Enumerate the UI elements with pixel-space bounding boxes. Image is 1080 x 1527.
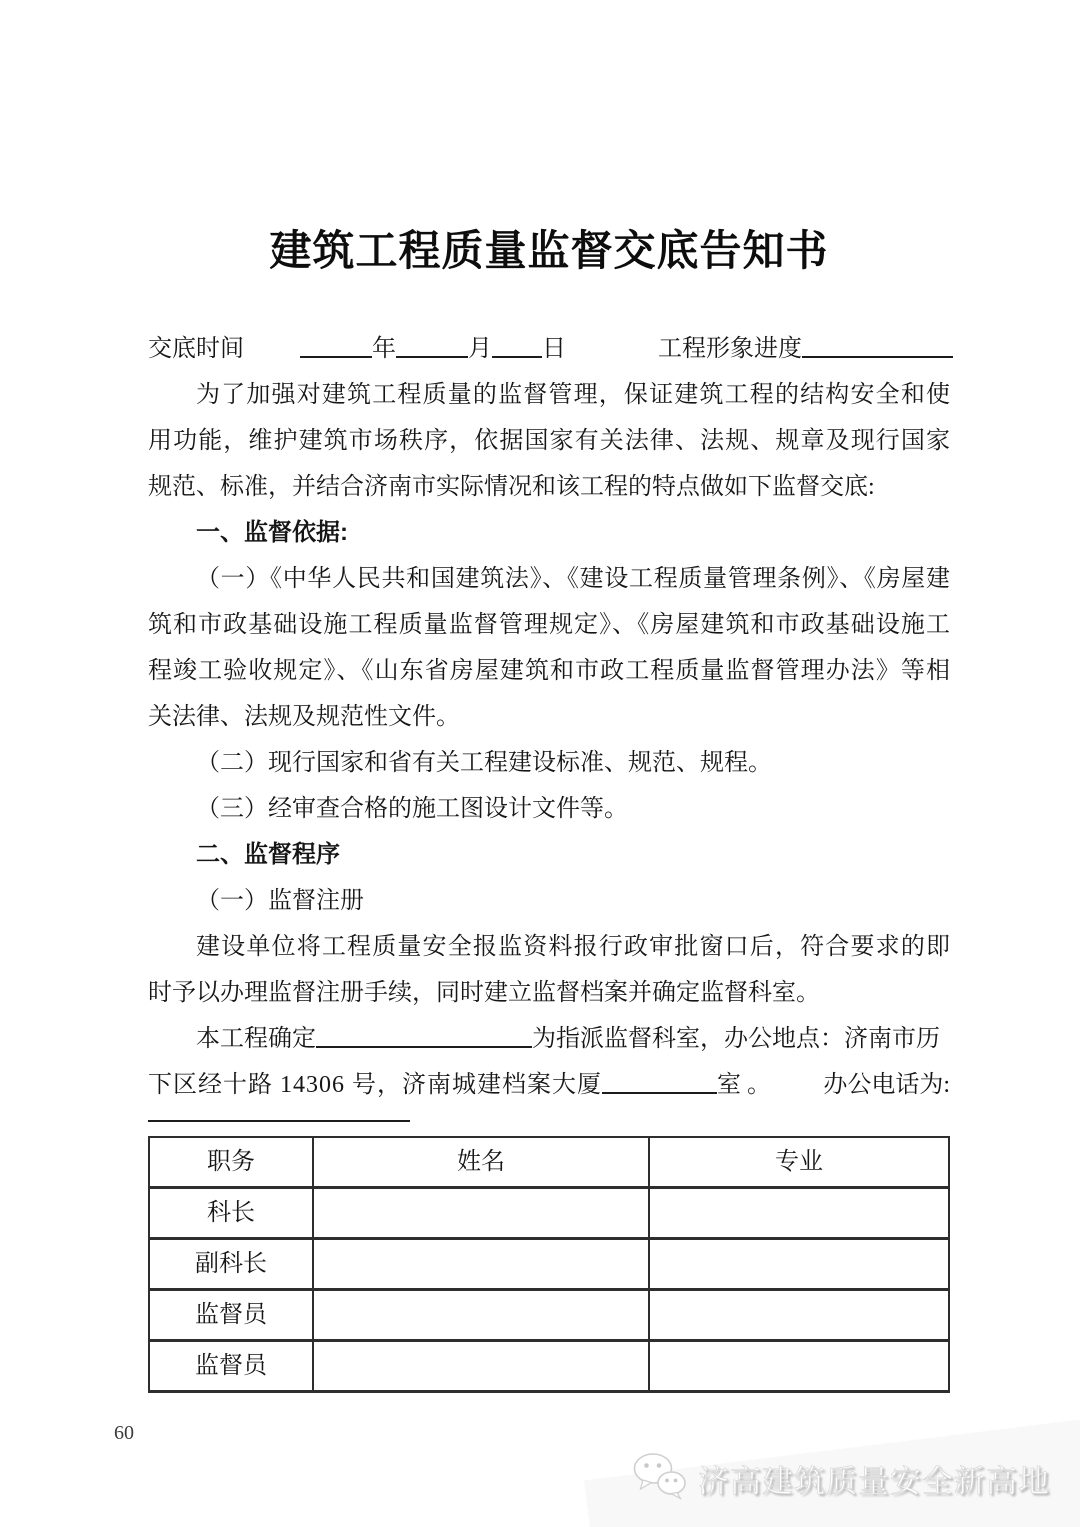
name-cell xyxy=(313,1341,649,1392)
column-header-specialty: 专业 xyxy=(649,1137,949,1188)
basis-item3: （三）经审查合格的施工图设计文件等。 xyxy=(196,796,628,822)
blank-day-field xyxy=(492,334,542,358)
section1-heading: 一、监督依据: xyxy=(196,519,348,546)
registration-line: 建设单位将工程质量安全报监资料报行政审批窗口后，符合要求的即 xyxy=(196,934,950,960)
office-line1-post: 为指派监督科室，办公地点：济南市历 xyxy=(532,1026,940,1052)
table-row xyxy=(149,1239,949,1290)
name-cell xyxy=(313,1188,649,1239)
document-title: 建筑工程质量监督交底告知书 xyxy=(269,229,829,275)
sub-heading-registration: （一）监督注册 xyxy=(196,888,364,914)
name-cell xyxy=(313,1239,649,1290)
office-line-2 xyxy=(148,1062,950,1108)
intro-line: 用功能，维护建筑市场秩序，依据国家有关法律、法规、规章及现行国家 xyxy=(148,428,950,454)
intro-line: 规范、标准，并结合济南市实际情况和该工程的特点做如下监督交底: xyxy=(148,474,875,500)
table-row xyxy=(149,1341,949,1392)
registration-line: 时予以办理监督注册手续，同时建立监督档案并确定监督科室。 xyxy=(148,980,820,1006)
office-line-1 xyxy=(148,1016,950,1062)
role-cell: 监督员 xyxy=(149,1290,313,1341)
office-phone-label: 办公电话为: xyxy=(823,1072,950,1098)
document-body xyxy=(148,326,950,1393)
office-line2-mid: 室 。 xyxy=(717,1072,771,1098)
disclosure-time-label: 交底时间 xyxy=(148,336,244,362)
month-unit: 月 xyxy=(468,336,492,362)
specialty-cell xyxy=(649,1290,949,1341)
blank-month-field xyxy=(396,334,468,358)
basis-item1-line: （一）《中华人民共和国建筑法》、《建设工程质量管理条例》、《房屋建 xyxy=(196,566,950,592)
phone-blank-line xyxy=(148,1108,950,1128)
specialty-cell xyxy=(649,1239,949,1290)
role-cell: 监督员 xyxy=(149,1341,313,1392)
progress-label: 工程形象进度 xyxy=(658,336,802,362)
office-line2-pre: 下区经十路 14306 号，济南城建档案大厦 xyxy=(148,1072,602,1098)
name-cell xyxy=(313,1290,649,1341)
table-row xyxy=(149,1290,949,1341)
role-cell: 科长 xyxy=(149,1188,313,1239)
watermark xyxy=(632,1452,1050,1505)
column-header-role: 职务 xyxy=(149,1137,313,1188)
office-line1-pre: 本工程确定 xyxy=(196,1026,316,1052)
supervision-staff-table xyxy=(148,1136,950,1393)
basis-item1-line: 关法律、法规及规范性文件。 xyxy=(148,704,460,730)
day-unit: 日 xyxy=(542,336,566,362)
section2-heading: 二、监督程序 xyxy=(196,841,340,868)
blank-department-field xyxy=(316,1024,532,1048)
wechat-icon xyxy=(632,1452,688,1505)
blank-phone-field xyxy=(148,1108,410,1122)
page-number: 60 xyxy=(114,1422,134,1444)
specialty-cell xyxy=(649,1341,949,1392)
blank-year-field xyxy=(300,334,372,358)
basis-item1-line: 程竣工验收规定》、《山东省房屋建筑和市政工程质量监督管理办法》等相 xyxy=(148,658,950,684)
blank-room-field xyxy=(602,1070,717,1094)
table-header-row xyxy=(149,1137,949,1188)
intro-line: 为了加强对建筑工程质量的监督管理，保证建筑工程的结构安全和使 xyxy=(196,382,950,408)
role-cell: 副科长 xyxy=(149,1239,313,1290)
blank-progress-field xyxy=(802,334,953,358)
watermark-text: 济高建筑质量安全新高地 xyxy=(698,1464,1050,1499)
basis-item1-line: 筑和市政基础设施工程质量监督管理规定》、《房屋建筑和市政基础设施工 xyxy=(148,612,950,638)
meta-line xyxy=(148,326,950,372)
column-header-name: 姓名 xyxy=(313,1137,649,1188)
year-unit: 年 xyxy=(372,336,396,362)
table-row xyxy=(149,1188,949,1239)
basis-item2: （二）现行国家和省有关工程建设标准、规范、规程。 xyxy=(196,750,772,776)
specialty-cell xyxy=(649,1188,949,1239)
